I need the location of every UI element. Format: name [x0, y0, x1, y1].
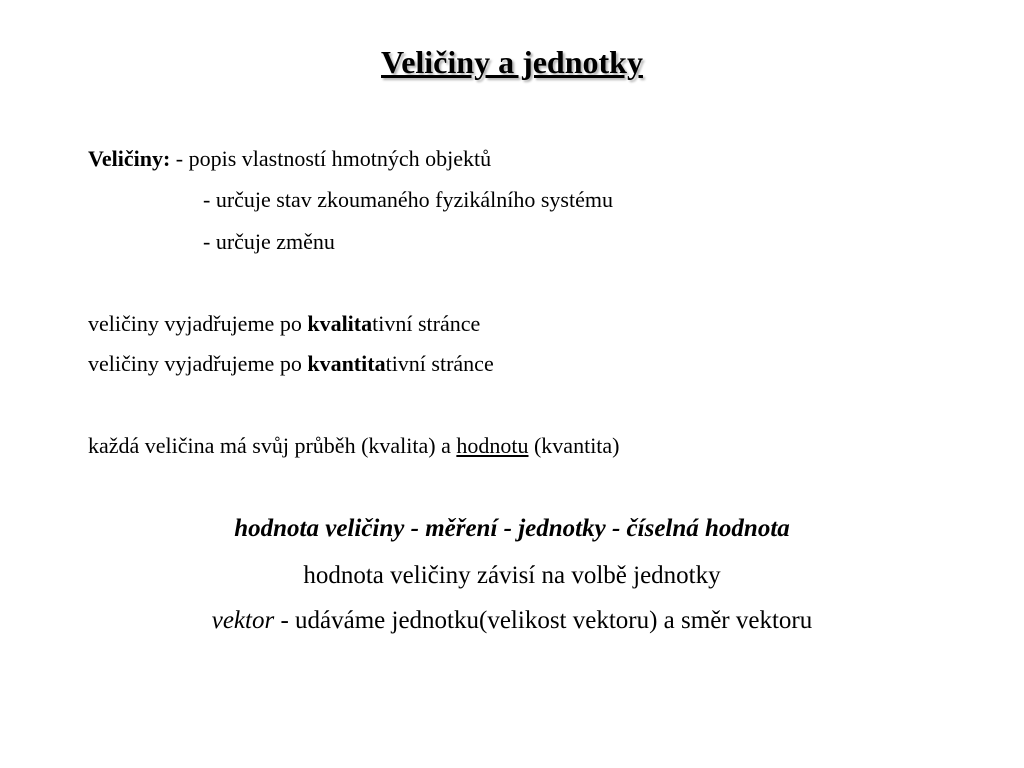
definition-first: - popis vlastností hmotných objektů — [170, 146, 492, 171]
quantity-line — [88, 350, 494, 378]
course-underlined: hodnotu — [456, 433, 529, 458]
quality-suffix: tivní stránce — [372, 311, 481, 336]
definition-item: - určuje změnu — [203, 229, 335, 254]
quality-line — [88, 310, 480, 338]
course-line — [88, 432, 620, 460]
quantity-suffix: tivní stránce — [385, 351, 494, 376]
emphasis-line: hodnota veličiny - měření - jednotky - číselná hodnota — [234, 515, 790, 542]
course-suffix: (kvantita) — [528, 433, 620, 458]
quantity-prefix: veličiny vyjadřujeme po — [88, 351, 308, 376]
quality-bold: kvalita — [307, 311, 373, 336]
definition-item: - určuje stav zkoumaného fyzikálního systému — [203, 187, 613, 212]
dependency-line: hodnota veličiny závisí na volbě jednotky — [303, 562, 721, 589]
definition-line — [88, 145, 491, 173]
quantity-bold: kvantita — [307, 351, 386, 376]
slide-title: Veličiny a jednotky — [381, 44, 643, 80]
vector-rest: - udáváme jednotku(velikost vektoru) a směr vektoru — [274, 607, 813, 634]
quality-prefix: veličiny vyjadřujeme po — [88, 311, 308, 336]
vector-line — [0, 605, 1024, 637]
course-prefix: každá veličina má svůj průběh (kvalita) a — [88, 433, 457, 458]
vector-italic: vektor — [211, 607, 275, 634]
definition-label: Veličiny: — [88, 146, 171, 171]
